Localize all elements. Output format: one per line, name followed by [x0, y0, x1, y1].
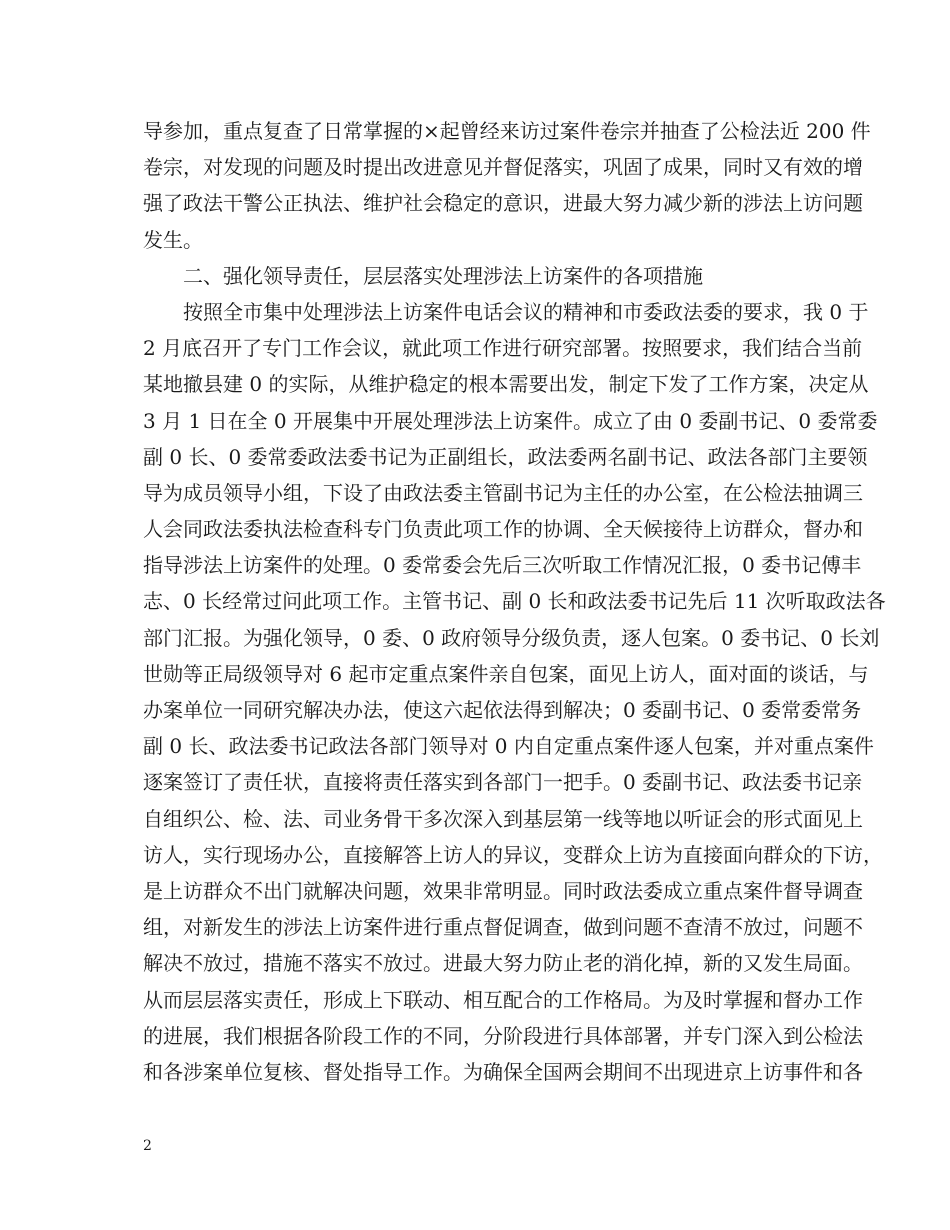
text-line: 和各涉案单位复核、督处指导工作。为确保全国两会期间不出现进京上访事件和各 [143, 1059, 863, 1084]
text-line: 自组织公、检、法、司业务骨干多次深入到基层第一线等地以听证会的形式面见上 [143, 806, 863, 831]
text-line: 逐案签订了责任状，直接将责任落实到各部门一把手。0 委副书记、政法委书记亲 [143, 770, 863, 795]
text-line: 副 0 长、0 委常委政法委书记为正副组长，政法委两名副书记、政法各部门主要领 [143, 444, 868, 469]
text-line: 副 0 长、政法委书记政法各部门领导对 0 内自定重点案件逐人包案，并对重点案件 [143, 734, 874, 759]
text-line: 人会同政法委执法检查科专门负责此项工作的协调、全天候接待上访群众，督办和 [143, 517, 863, 542]
text-line: 解决不放过，措施不落实不放过。进最大努力防止老的消化掉，新的又发生局面。 [143, 951, 863, 976]
text-line: 3 月 1 日在全 0 开展集中开展处理涉法上访案件。成立了由 0 委副书记、0 委常委 [143, 408, 878, 433]
body-text [143, 113, 886, 1090]
text-line: 访人，实行现场办公，直接解答上访人的异议，变群众上访为直接面向群众的下访， [143, 842, 883, 867]
text-line: 按照全市集中处理涉法上访案件电话会议的精神和市委政法委的要求，我 0 于 [183, 299, 869, 324]
text-line: 导为成员领导小组，下设了由政法委主管副书记为主任的办公室，在公检法抽调三 [143, 480, 863, 505]
text-line: 办案单位一同研究解决办法，使这六起依法得到解决；0 委副书记、0 委常委常务 [143, 698, 862, 722]
text-line: 组，对新发生的涉法上访案件进行重点督促调查，做到问题不查清不放过，问题不 [143, 915, 863, 940]
text-line: 的进展，我们根据各阶段工作的不同，分阶段进行具体部署，并专门深入到公检法 [143, 1023, 863, 1048]
text-line: 是上访群众不出门就解决问题，效果非常明显。同时政法委成立重点案件督导调查 [143, 878, 863, 903]
text-line: 发生。 [143, 227, 203, 252]
text-line: 世勋等正局级领导对 6 起市定重点案件亲自包案，面见上访人，面对面的谈话，与 [143, 661, 869, 686]
text-line: 指导涉法上访案件的处理。0 委常委会先后三次听取工作情况汇报，0 委书记傅丰 [143, 553, 862, 578]
text-line: 导参加，重点复查了日常掌握的×起曾经来访过案件卷宗并抽查了公检法近 200 件 [143, 119, 871, 143]
text-line: 强了政法干警公正执法、维护社会稳定的意识，进最大努力减少新的涉法上访问题 [143, 191, 863, 216]
text-line: 部门汇报。为强化领导，0 委、0 政府领导分级负责，逐人包案。0 委书记、0 长刘 [143, 625, 880, 650]
text-line: 卷宗，对发现的问题及时提出改进意见并督促落实，巩固了成果，同时又有效的增 [143, 155, 863, 180]
text-line: 2 月底召开了专门工作会议，就此项工作进行研究部署。按照要求，我们结合当前 [143, 336, 863, 361]
text-line: 从而层层落实责任，形成上下联动、相互配合的工作格局。为及时掌握和督办工作 [143, 987, 863, 1012]
page-number: 2 [143, 1138, 152, 1154]
section-heading: 二、强化领导责任，层层落实处理涉法上访案件的各项措施 [183, 263, 703, 288]
text-line: 某地撤县建 0 的实际，从维护稳定的根本需要出发，制定下发了工作方案，决定从 [143, 372, 869, 397]
text-line: 志、0 长经常过问此项工作。主管书记、副 0 长和政法委书记先后 11 次听取政法各 [143, 589, 886, 614]
